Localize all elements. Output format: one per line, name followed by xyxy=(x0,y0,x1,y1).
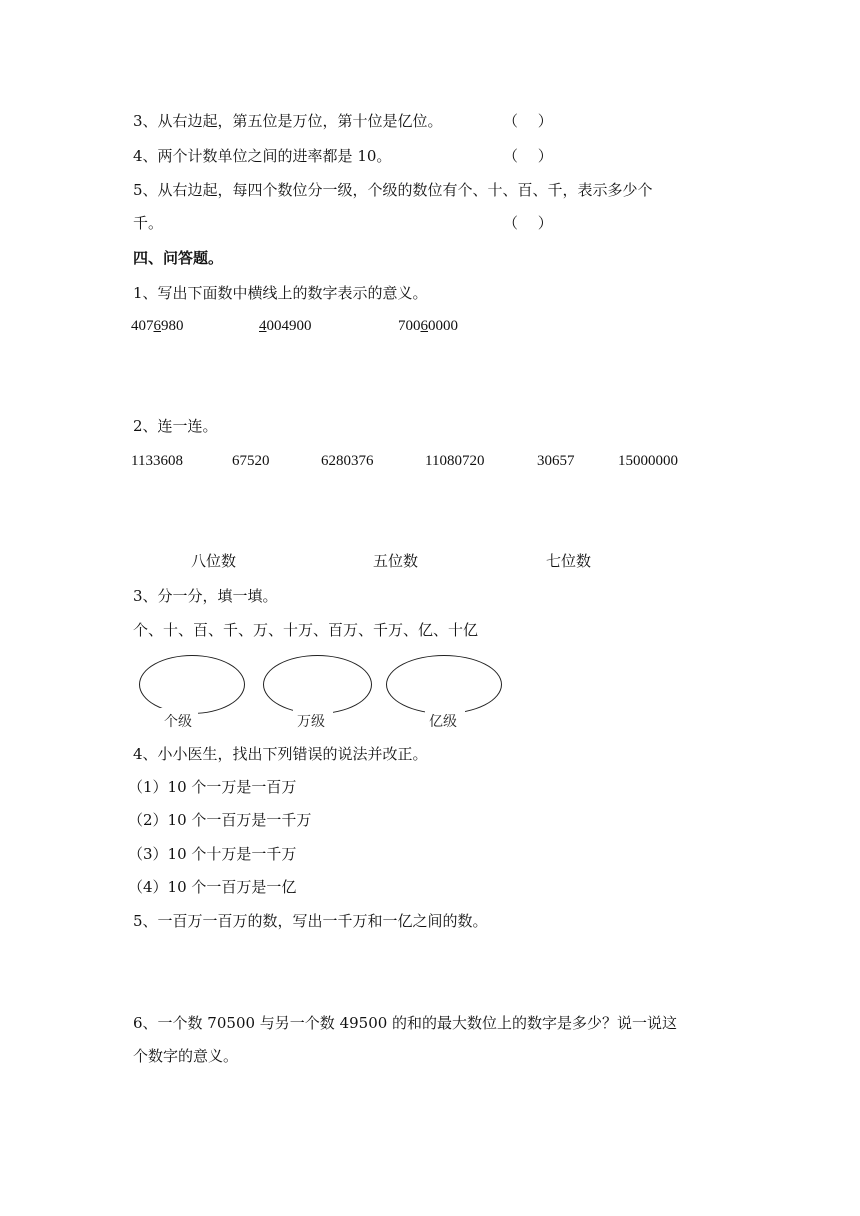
question-1: 1、写出下面数中横线上的数字表示的意义。 xyxy=(133,284,428,302)
match-number[interactable]: 30657 xyxy=(537,453,575,469)
tf-item-4: 4、两个计数单位之间的进率都是 10。 xyxy=(133,147,392,165)
category-label[interactable]: 七位数 xyxy=(546,552,592,570)
section-heading-4: 四、问答题。 xyxy=(133,249,224,267)
answer-paren-3[interactable]: （ ） xyxy=(503,112,553,130)
category-label[interactable]: 八位数 xyxy=(191,552,237,570)
match-number[interactable]: 67520 xyxy=(232,453,270,469)
group-ellipse-ge[interactable] xyxy=(139,655,245,714)
number-1: 4076980 xyxy=(131,318,184,334)
statement-4: （4）10 个一百万是一亿 xyxy=(128,878,297,896)
group-ellipse-wan[interactable] xyxy=(263,655,372,714)
question-6-continued: 个数字的意义。 xyxy=(133,1047,239,1065)
category-label[interactable]: 五位数 xyxy=(373,552,419,570)
question-3: 3、分一分，填一填。 xyxy=(133,587,278,605)
tf-item-5-continued: 千。 xyxy=(133,214,164,232)
group-ellipse-yi[interactable] xyxy=(386,655,502,714)
match-number[interactable]: 15000000 xyxy=(618,453,678,469)
statement-1: （1）10 个一万是一百万 xyxy=(128,778,297,796)
answer-paren-4[interactable]: （ ） xyxy=(503,147,553,165)
underlined-digit: 6 xyxy=(420,318,428,334)
question-2: 2、连一连。 xyxy=(133,417,218,435)
match-number[interactable]: 6280376 xyxy=(321,453,374,469)
answer-paren-5[interactable]: （ ） xyxy=(503,214,553,232)
statement-2: （2）10 个一百万是一千万 xyxy=(128,811,312,829)
match-number[interactable]: 11080720 xyxy=(425,453,485,469)
question-6: 6、一个数 70500 与另一个数 49500 的和的最大数位上的数字是多少？说一说这 xyxy=(133,1014,678,1032)
number-3: 70060000 xyxy=(398,318,458,334)
unit-list: 个、十、百、千、万、十万、百万、千万、亿、十亿 xyxy=(133,621,479,639)
number-2: 4004900 xyxy=(259,318,312,334)
group-label: 个级 xyxy=(164,714,192,730)
question-5: 5、一百万一百万的数，写出一千万和一亿之间的数。 xyxy=(133,912,488,930)
match-number[interactable]: 1133608 xyxy=(131,453,183,469)
statement-3: （3）10 个十万是一千万 xyxy=(128,845,297,863)
tf-item-3: 3、从右边起，第五位是万位，第十位是亿位。 xyxy=(133,112,443,130)
group-label: 亿级 xyxy=(429,714,457,730)
underlined-digit: 4 xyxy=(259,318,267,334)
group-label: 万级 xyxy=(297,714,325,730)
question-4: 4、小小医生，找出下列错误的说法并改正。 xyxy=(133,745,428,763)
tf-item-5: 5、从右边起，每四个数位分一级，个级的数位有个、十、百、千，表示多少个 xyxy=(133,181,653,199)
underlined-digit: 6 xyxy=(153,318,161,334)
